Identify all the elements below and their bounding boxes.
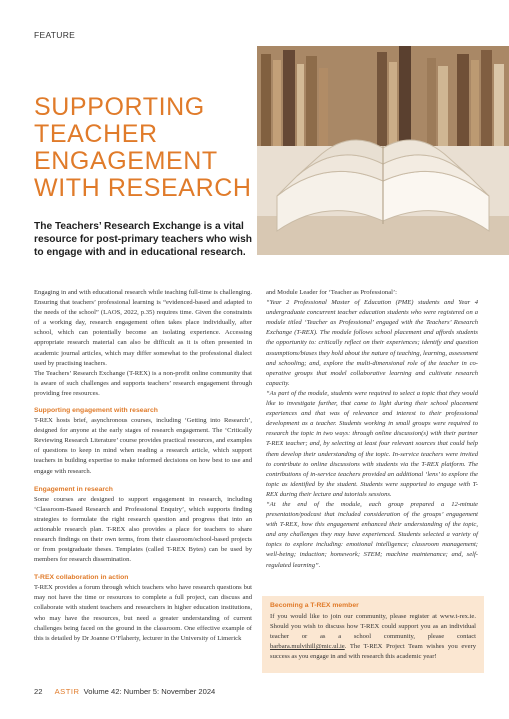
section-heading: T-REX collaboration in action: [34, 574, 129, 582]
contact-email-link[interactable]: barbara.mulvihill@mic.ul.ie: [270, 643, 345, 650]
membership-callout: [262, 596, 484, 673]
magazine-name: ASTIR: [54, 687, 80, 696]
section-heading: Engagement in research: [34, 485, 113, 493]
callout-text-start: If you would like to join our community, please register at www.t-rex.ie. Should you wish to discuss how T-REX could support you as an individual teacher or as a school community, please contact: [270, 613, 476, 640]
title-line: TEACHER: [34, 120, 158, 148]
body-paragraph: Some courses are designed to support engagement in research, including ‘Classroom-Based Research and Professional Enquiry’, which supports finding strategies to formulate the right research question and progress that into an actionable research plan. T-REX also provides a place for teachers to share research findings on their own terms, from their classroom/school-based projects or from postgraduate theses. Templates (called T-REX Bytes) can be used by members for research dissemination.: [34, 495, 252, 564]
section-label: FEATURE: [34, 30, 76, 40]
callout-text-end: . The T-REX Project Team wishes you every success as you engage in and with research this academic year!: [270, 643, 476, 660]
section-heading: Supporting engagement with research: [34, 407, 158, 415]
title-line: SUPPORTING: [34, 93, 205, 121]
body-paragraph: Engaging in and with educational research while teaching full-time is challenging. Ensuring that teachers’ professional learning is “evidenced-based and adapted to the needs of the school” (LAOS, 2022, p.35) requires time. Given the constraints of a working day, research engagement often takes place individually, after school, which can potentially become an isolating experience. Accessing appropriate research material can also be difficult as it is often presented in academic journal articles, which may differ somewhat to the professional dialect used by practising teachers.: [34, 289, 252, 367]
body-paragraph: T-REX provides a forum through which teachers who have research questions but may not have the time or resources to complete a full project, can discuss and collaborate with student teachers and researchers in higher education institutions, who may have the resources, but need a greater understanding of current challenges being faced on the ground in the classroom. One effective example of this is detailed by Dr Joanne O’Flaherty, lecturer in the University of Limerick: [34, 584, 252, 642]
article-subtitle: The Teachers’ Research Exchange is a vital resource for post-primary teachers who wish to engage with and in educational research.: [34, 221, 252, 258]
title-line: ENGAGEMENT: [34, 147, 218, 175]
right-column: [266, 288, 478, 571]
quote-paragraph: “Year 2 Professional Master of Education (PME) students and Year 4 undergraduate concurrent teacher education students who were registered on a module titled ‘Teacher as Professional’ engaged with the Teachers’ Research Exchange (T-REX). The module follows school placement and affords students the opportunity to: critically reflect on their experiences; identify and question assumptions/biases they hold about the nature of teaching, learning, assessment and schooling; and, explore the multi-dimensional role of the teacher in co-operative groups that model collaborative learning and cultivate research capacity.: [266, 299, 478, 387]
callout-text: [270, 612, 476, 662]
title-line: WITH RESEARCH: [34, 174, 252, 202]
quote-paragraph: “As part of the module, students were required to select a topic that they would like to investigate further, that came to light during their school placement experiences and that was of relevance and interest to their professional development as a teacher. Students working in small groups were required to research the topic in two ways: through online discussion(s) with their partner T-REX teacher; and, by selecting at least four relevant sources that could help them develop their understanding of the topic. In-service teachers were invited to contribute to online discussions with students via the T-REX platform. The contributions of in-service teachers provided an additional ‘lens’ to explore the topic as identified by the student. Students were supported to engage with T-REX during their lecture and tutorials sessions.: [266, 389, 478, 498]
body-paragraph: The Teachers’ Research Exchange (T-REX) is a non-profit online community that is aware of such challenges and supports teachers’ research engagement through providing free resources.: [34, 369, 252, 397]
issue-info: Volume 42: Number 5: November 2024: [83, 687, 216, 696]
page-number: 22: [34, 687, 43, 696]
body-paragraph: and Module Leader for ‘Teacher as Professional’:: [266, 289, 397, 296]
page-footer: [34, 687, 215, 696]
callout-title: Becoming a T-REX member: [270, 602, 359, 609]
left-column: [34, 288, 252, 644]
open-books-photo: [257, 46, 509, 255]
article-title: [34, 94, 254, 202]
quote-paragraph: “At the end of the module, each group prepared a 12-minute presentation/podcast that included consideration of the groups’ engagement with T-REX, how this engagement enhanced their understanding of the topic, and any challenges they may have experienced. Students selected a variety of topics to explore including: emotional intelligence; classroom management; well-being; induction; homework; STEM; machine maintenance; and, self-regulated learning”.: [266, 500, 478, 569]
body-paragraph: T-REX hosts brief, asynchronous courses, including ‘Getting into Research’, designed for anyone at the early stages of research engagement. The ‘Critically Reviewing Research Literature’ course provides practical resources, and examples of questions to keep in mind when reading a research article, which support teachers in building expertise to make informed decisions on how best to use and engage with research.: [34, 417, 252, 475]
